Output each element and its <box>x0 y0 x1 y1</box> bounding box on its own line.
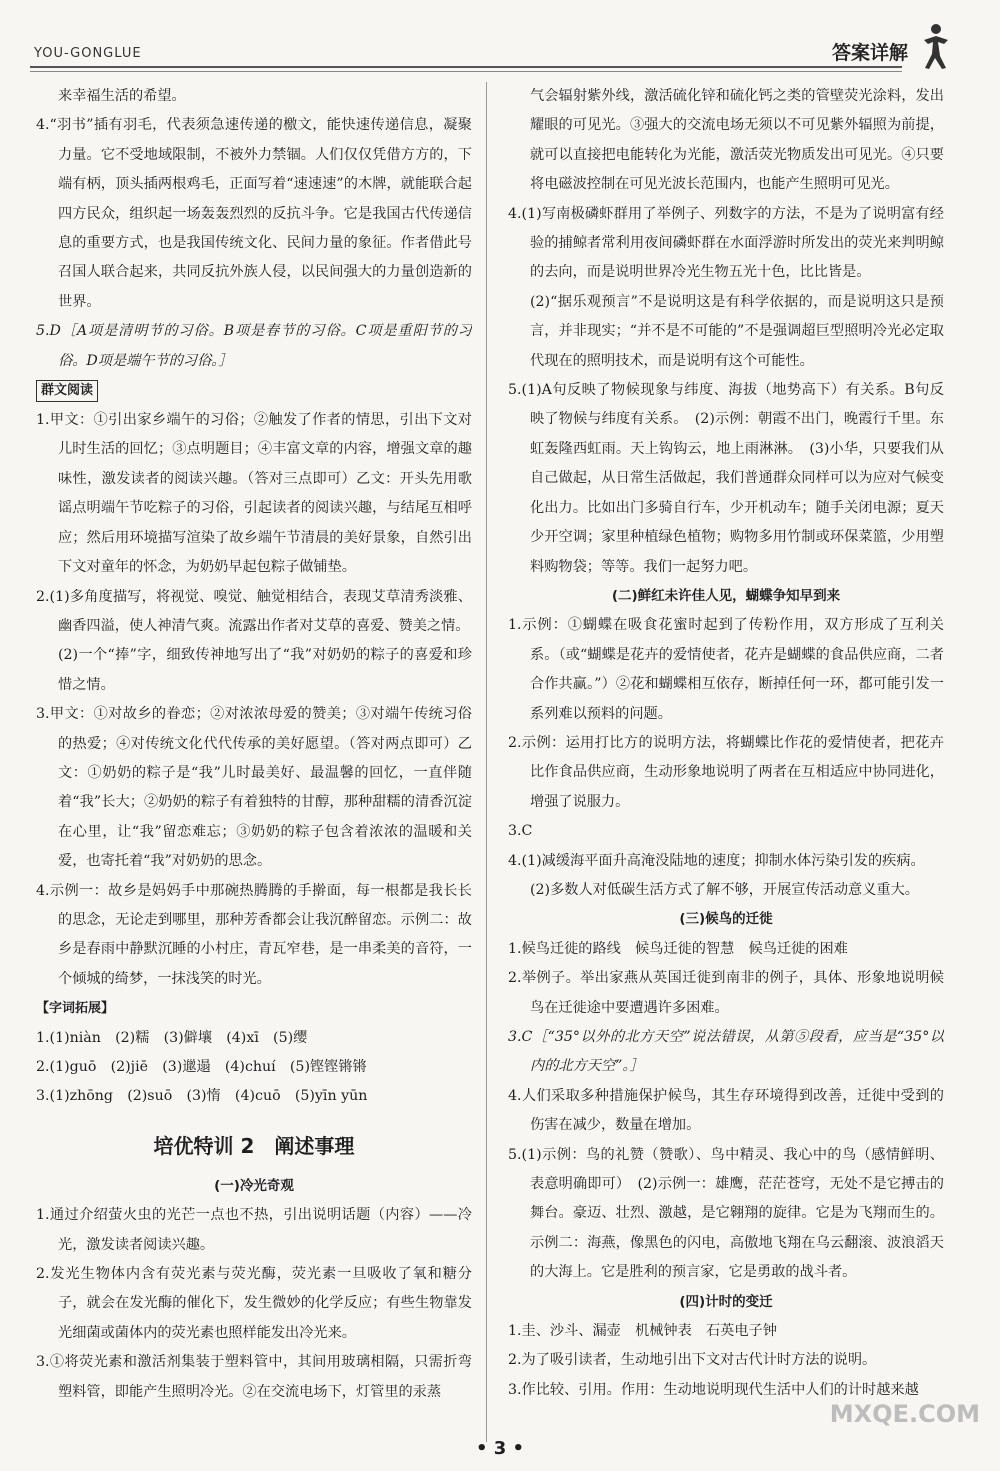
answer-item: 5.D［A项是清明节的习俗。B项是春节的习俗。C项是重阳节的习俗。D项是端午节的习俗。］ <box>36 323 472 369</box>
section-label-qunwen: 群文阅读 <box>36 380 98 402</box>
answer-item: 2.发光生物体内含有荧光素与荧光酶，荧光素一旦吸收了氧和糖分子，就会在发光酶的催化下，发生微妙的化学反应；有些生物靠发光细菌或菌体内的荧光素也照样能发出冷光来。 <box>36 1266 472 1341</box>
answer-subitem: (2)一个“捧”字，细致传神地写出了“我”对奶奶的粽子的喜爱和珍惜之情。 <box>58 647 472 693</box>
answer-item: 1.圭、沙斗、漏壶 机械钟表 石英电子钟 <box>508 1323 777 1340</box>
answer-item: 2.为了吸引读者，生动地引出下文对古代计时方法的说明。 <box>508 1352 877 1369</box>
subsection-title: (三)候鸟的迁徙 <box>679 911 773 928</box>
answer-item: 3.(1)zhōng (2)suō (3)惰 (4)cuō (5)yīn yūn <box>36 1088 368 1105</box>
answer-item: 3.①将荧光素和激活剂集装于塑料管中，其间用玻璃相隔，只需折弯塑料管，即能产生照明冷光。②在交流电场下，灯管里的汞蒸 <box>36 1354 472 1400</box>
answer-item: 4.(1)减缓海平面升高淹没陆地的速度；抑制水体污染引发的疾病。 <box>508 852 925 869</box>
right-column <box>508 82 944 1432</box>
runner-logo-icon <box>916 22 956 72</box>
page-header <box>30 30 970 70</box>
column-divider <box>486 82 487 1442</box>
answer-item: 3.作比较、引用。作用：生动地说明现代生活中人们的计时越来越 <box>508 1381 919 1398</box>
answer-item: 1.示例：①蝴蝶在吸食花蜜时起到了传粉作用，双方形成了互利关系。（或“蝴蝶是花卉的爱情使者，花卉是蝴蝶的食品供应商，二者合作共赢。”）②花和蝴蝶相互依存，断掉任何一环，都可能引发一系列难以预料的问题。 <box>508 617 944 722</box>
header-rule <box>30 66 902 68</box>
paragraph: 来幸福生活的希望。 <box>58 88 186 104</box>
answer-item: 4.人们采取多种措施保护候鸟，其生存环境得到改善，迁徙中受到的伤害在减少，数量在增加。 <box>508 1087 944 1134</box>
header-rule-thin <box>30 71 902 72</box>
answer-item: 3.C <box>508 823 533 840</box>
answer-item: 4.(1)写南极磷虾群用了举例子、列数字的方法，不是为了说明富有经验的捕鲸者常利用夜间磷虾群在水面浮游时所发出的荧光来判明鲸的去向，而是说明世界冷光生物五光十色，比比皆是。 <box>508 205 944 281</box>
section-label-zici: 【字词拓展】 <box>36 1001 115 1017</box>
answer-item: 4.示例一：故乡是妈妈手中那碗热腾腾的手擀面，每一根都是我长长的思念，无论走到哪里，那种芳香都会让我沉醉留恋。示例二：故乡是春雨中静默沉睡的小村庄，青瓦窄巷，是一串柔美的音符，一个倾城的绮梦，一抹浅笑的时光。 <box>36 882 472 987</box>
section-title: 培优特训 2 阐述事理 <box>153 1133 355 1158</box>
answer-item: 3.甲文：①对故乡的眷恋；②对浓浓母爱的赞美；③对端午传统习俗的热爱；④对传统文化代代传承的美好愿望。（答对两点即可）乙文：①奶奶的粽子是“我”儿时最美好、最温馨的回忆，一直伴随着“我”长大；②奶奶的粽子有着独特的甘醇，那种甜糯的清香沉淀在心里，让“我”留恋难忘；③奶奶的粽子包含着浓浓的温暖和关爱，也寄托着“我”对奶奶的思念。 <box>36 706 472 870</box>
answer-item: 1.(1)niàn (2)糯 (3)僻壤 (4)xī (5)缨 <box>36 1029 308 1046</box>
subsection-title: (四)计时的变迁 <box>679 1293 773 1310</box>
page-number: • 3 • <box>475 1438 525 1459</box>
subsection-title: (二)鲜红未许佳人见，蝴蝶争知早到来 <box>611 587 841 604</box>
answer-item: 2.(1)guō (2)jiē (3)邋遢 (4)chuí (5)铿铿锵锵 <box>36 1059 367 1075</box>
answer-item: 3.C［“35°以外的北方天空”说法错误，从第⑤段看，应当是“35°以内的北方天空”。］ <box>508 1029 944 1075</box>
watermark: MXQE.COM <box>829 1400 980 1428</box>
answer-subitem: (2)“据乐观预言”不是说明这是有科学依据的，而是说明这只是预言，并非现实；“并不是不可能的”不是强调超巨型照明冷光必定取代现在的照明技术，而是说明有这个可能性。 <box>530 293 944 369</box>
answer-item: 5.(1)A句反映了物候现象与纬度、海拔（地势高下）有关系。B句反映了物候与纬度有关系。 (2)示例：朝霞不出门，晚霞行千里。东虹轰隆西虹雨。天上钩钩云，地上雨淋淋。 (3)小华，只要我们从自己做起，从日常生活做起，我们普通群众同样可以为应对气候变化出力。比如出门多骑自行车，少开机动车；随手关闭电源；夏天少开空调；家里种植绿色植物；购物多用竹制或环保菜篮，少用塑料购物袋；等等。我们一起努力吧。 <box>508 382 944 575</box>
answer-item: 1.通过介绍萤火虫的光芒一点也不热，引出说明话题（内容）——冷光，激发读者阅读兴趣。 <box>36 1207 472 1253</box>
answer-item: 2.示例：运用打比方的说明方法，将蝴蝶比作花的爱情使者，把花卉比作食品供应商，生动形象地说明了两者在互相适应中协同进化，增强了说服力。 <box>508 734 944 810</box>
answer-item: 2.(1)多角度描写，将视觉、嗅觉、触觉相结合，表现艾草清秀淡雅、幽香四溢，使人神清气爽。流露出作者对艾草的喜爱、赞美之情。 <box>36 588 472 634</box>
answer-item: 2.举例子。举出家燕从英国迁徙到南非的例子，具体、形象地说明候鸟在迁徙途中要遭遇许多困难。 <box>508 970 944 1016</box>
left-column <box>36 82 472 1432</box>
answer-item: 4.“羽书”插有羽毛，代表须急速传递的檄文，能快速传递信息，凝聚力量。它不受地域限制，不被外力禁锢。人们仅仅凭借方方的，下端有柄，顶头插两根鸡毛，正面写着“速速速”的木牌，就能联合起四方民众，组织起一场轰轰烈烈的反抗斗争。它是我国古代传递信息的重要方式，也是我国传统文化、民间力量的象征。作者借此号召国人联合起来，共同反抗外族人侵，以民间强大的力量创造新的世界。 <box>36 117 472 310</box>
answer-item: 1.甲文：①引出家乡端午的习俗；②触发了作者的情思，引出下文对儿时生活的回忆；③点明题目；④丰富文章的内容，增强文章的趣味性，激发读者的阅读兴趣。（答对三点即可）乙文：开头先用歌谣点明端午节吃粽子的习俗，引起读者的阅读兴趣，与结尾互相呼应；然后用环境描写渲染了故乡端午节清晨的美好景象，自然引出下文对童年的怀念，为奶奶早起包粽子做铺垫。 <box>36 412 472 576</box>
paragraph: 气会辐射紫外线，激活硫化锌和硫化钙之类的管壁荧光涂料，发出耀眼的可见光。③强大的交流电场无须以不可见紫外辐照为前提，就可以直接把电能转化为光能，激活荧光物质发出可见光。④只要将电磁波控制在可见光波长范围内，也能产生照明可见光。 <box>530 88 944 193</box>
brand-text: YOU-GONGLUE <box>34 46 142 61</box>
answer-item: 5.(1)示例：鸟的礼赞（赞歌）、鸟中精灵、我心中的鸟（感情鲜明、表意明确即可） (2)示例一：雄鹰，茫茫苍穹，无处不是它搏击的舞台。豪迈、壮烈、激越，是它翱翔的旋律。它是为飞翔而生的。示例二：海燕，像黑色的闪电，高傲地飞翔在乌云翻滚、波浪滔天的大海上。它是胜利的预言家，它是勇敢的战斗者。 <box>508 1146 944 1281</box>
header-title: 答案详解 <box>831 42 908 64</box>
subsection-title: (一)冷光奇观 <box>214 1177 294 1194</box>
answer-item: 1.候鸟迁徙的路线 候鸟迁徙的智慧 候鸟迁徙的困难 <box>508 940 848 957</box>
answer-subitem: (2)多数人对低碳生活方式了解不够，开展宣传活动意义重大。 <box>530 881 919 898</box>
